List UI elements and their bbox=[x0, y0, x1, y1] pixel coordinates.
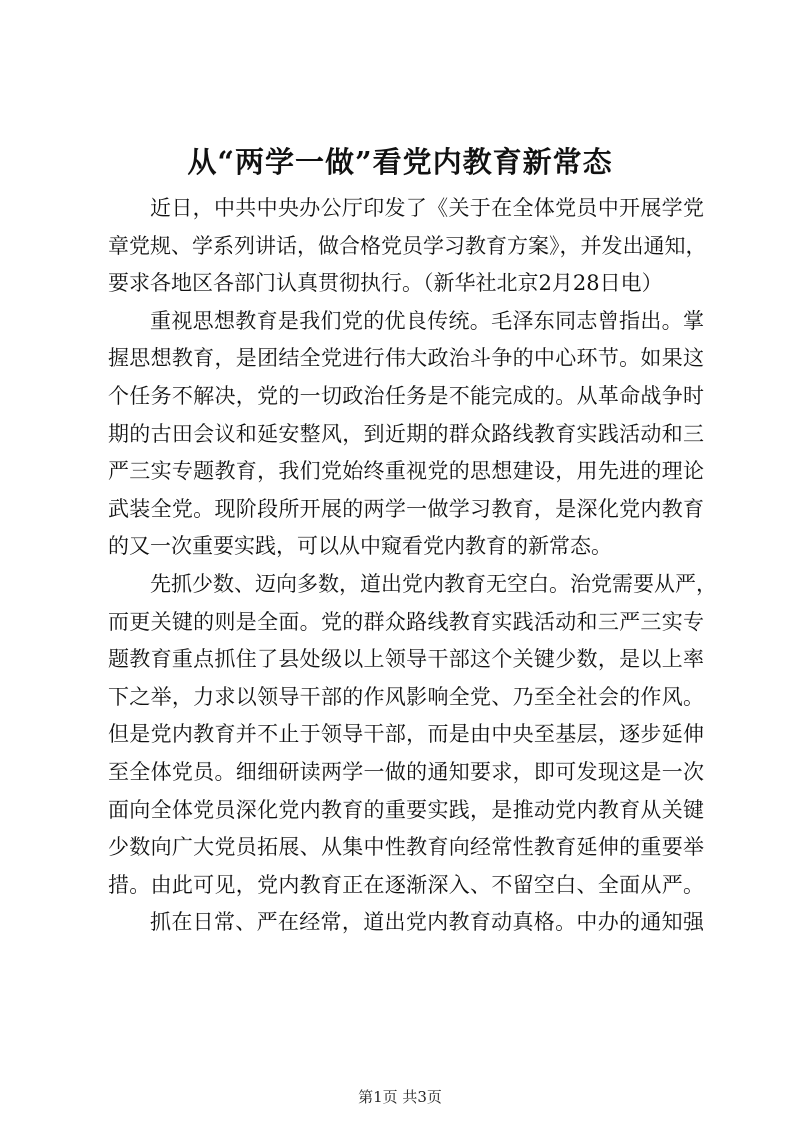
text-line: 重视思想教育是我们党的优良传统。毛泽东同志曾指出。掌 bbox=[150, 308, 704, 333]
text-line: 的又一次重要实践，可以从中窥看党内教育的新常态。 bbox=[108, 534, 612, 559]
text-line: 至全体党员。细细研读两学一做的通知要求，即可发现这是一次 bbox=[108, 759, 704, 784]
text-line: 而更关键的则是全面。党的群众路线教育实践活动和三严三实专 bbox=[108, 609, 704, 634]
paragraph-1 bbox=[108, 190, 707, 303]
text-line: 握思想教育，是团结全党进行伟大政治斗争的中心环节。如果这 bbox=[108, 346, 704, 371]
paragraph-2 bbox=[108, 303, 704, 566]
text-line: 少数向广大党员拓展、从集中性教育向经常性教育延伸的重要举 bbox=[108, 835, 704, 860]
text-line: 先抓少数、迈向多数，道出党内教育无空白。治党需要从严， bbox=[150, 571, 717, 596]
document-body bbox=[108, 190, 717, 942]
paragraph-3 bbox=[108, 566, 717, 904]
text-line: 章党规、学系列讲话，做合格党员学习教育方案》，并发出通知， bbox=[108, 233, 707, 258]
text-line: 严三实专题教育，我们党始终重视党的思想建设，用先进的理论 bbox=[108, 459, 704, 484]
text-line: 措。由此可见，党内教育正在逐渐深入、不留空白、全面从严。 bbox=[108, 872, 704, 897]
text-line: 武装全党。现阶段所开展的两学一做学习教育，是深化党内教育 bbox=[108, 496, 704, 521]
text-line: 期的古田会议和延安整风，到近期的群众路线教育实践活动和三 bbox=[108, 421, 704, 446]
text-line: 近日，中共中央办公厅印发了《关于在全体党员中开展学党 bbox=[150, 196, 704, 220]
page-number-footer: 第1页 共3页 bbox=[358, 1088, 442, 1106]
text-line: 个任务不解决，党的一切政治任务是不能完成的。从革命战争时 bbox=[108, 383, 704, 408]
text-line: 面向全体党员深化党内教育的重要实践，是推动党内教育从关键 bbox=[108, 797, 704, 822]
document-title: 从“两学一做”看党内教育新常态 bbox=[187, 145, 613, 179]
text-line: 但是党内教育并不止于领导干部，而是由中央至基层，逐步延伸 bbox=[108, 722, 704, 747]
text-line: 要求各地区各部门认真贯彻执行。（新华社北京2月28日电） bbox=[108, 271, 663, 296]
text-line: 抓在日常、严在经常，道出党内教育动真格。中办的通知强 bbox=[150, 910, 704, 935]
text-line: 题教育重点抓住了县处级以上领导干部这个关键少数，是以上率 bbox=[108, 647, 704, 672]
paragraph-4 bbox=[108, 904, 704, 942]
text-line: 下之举，力求以领导干部的作风影响全党、乃至全社会的作风。 bbox=[108, 684, 704, 709]
